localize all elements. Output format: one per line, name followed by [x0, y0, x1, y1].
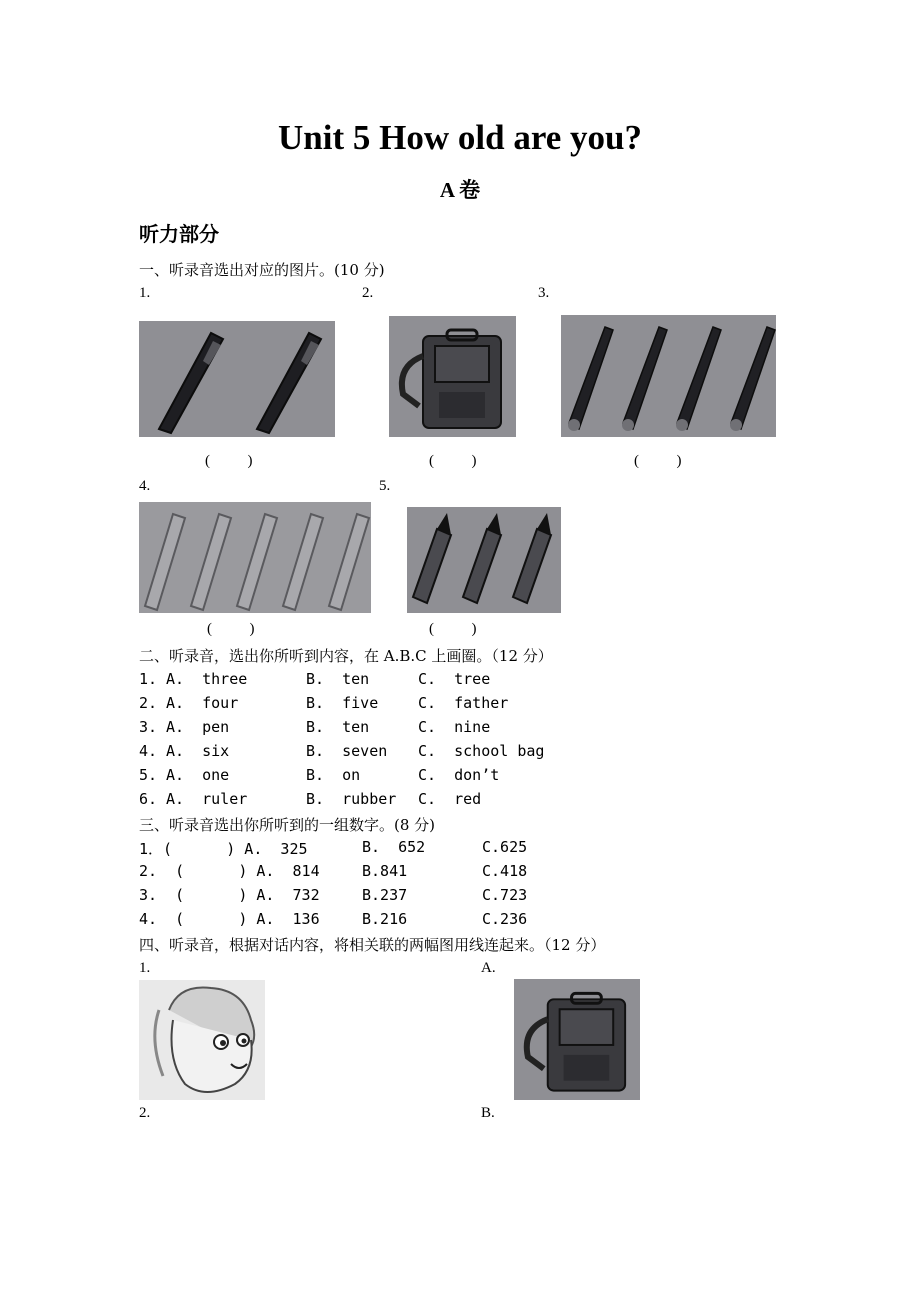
number-option-c[interactable]: C.723 — [482, 886, 528, 904]
part1-heading: 一、听录音选出对应的图片。(10 分) — [139, 261, 385, 279]
crayon-icon — [407, 507, 561, 613]
question-number: 5. — [139, 766, 158, 784]
pen-icon — [139, 321, 335, 437]
school-bag-icon — [514, 979, 640, 1100]
part1-label-1: 1. — [139, 285, 151, 301]
part1-label-2: 2. — [362, 285, 374, 301]
part4-right-label-a: A. — [481, 960, 496, 976]
part4-left-label-1: 1. — [139, 960, 151, 976]
question-number: 6. — [139, 790, 158, 808]
part1-label-3: 3. — [538, 285, 550, 301]
question-number: 4. — [139, 742, 158, 760]
choice-option-b[interactable]: B. five — [306, 694, 379, 712]
number-option-b[interactable]: B.216 — [362, 910, 408, 928]
question-number: 1. — [139, 670, 158, 688]
question-number: 2. — [139, 694, 158, 712]
answer-bracket[interactable]: ( ) — [634, 453, 682, 469]
choice-option-a[interactable]: A. ruler — [166, 790, 248, 808]
section-heading: 听力部分 — [139, 222, 219, 246]
choice-option-c[interactable]: C. nine — [418, 718, 491, 736]
answer-bracket[interactable]: ( ) — [205, 453, 253, 469]
choice-option-c[interactable]: C. don’t — [418, 766, 500, 784]
number-option-b[interactable]: B.237 — [362, 886, 408, 904]
choice-option-b[interactable]: B. rubber — [306, 790, 397, 808]
part4-left-label-2: 2. — [139, 1105, 151, 1121]
part1-label-4: 4. — [139, 478, 151, 494]
pencil-icon — [561, 315, 776, 437]
choice-option-a[interactable]: A. three — [166, 670, 248, 688]
number-question-row[interactable]: 2. ( ) A. 814 — [139, 862, 320, 880]
choice-option-a[interactable]: A. pen — [166, 718, 230, 736]
number-option-b[interactable]: B. 652 — [362, 838, 426, 856]
number-option-c[interactable]: C.236 — [482, 910, 528, 928]
number-option-b[interactable]: B.841 — [362, 862, 408, 880]
boy-face-icon — [139, 980, 265, 1100]
school-bag-icon — [389, 316, 516, 437]
number-question-row[interactable]: 1．( ) A. 325 — [139, 840, 308, 858]
part2-heading: 二、听录音，选出你所听到内容，在 A.B.C 上画圈。（12 分） — [139, 647, 553, 665]
number-option-c[interactable]: C.625 — [482, 838, 528, 856]
ruler-icon — [139, 502, 371, 613]
choice-option-b[interactable]: B. seven — [306, 742, 388, 760]
number-question-row[interactable]: 3. ( ) A. 732 — [139, 886, 320, 904]
part4-right-label-b: B. — [481, 1105, 495, 1121]
question-number: 3. — [139, 718, 158, 736]
number-option-c[interactable]: C.418 — [482, 862, 528, 880]
answer-bracket[interactable]: ( ) — [429, 621, 477, 637]
choice-option-c[interactable]: C. father — [418, 694, 509, 712]
choice-option-b[interactable]: B. ten — [306, 718, 370, 736]
page-subtitle: A 卷 — [439, 178, 481, 202]
choice-option-b[interactable]: B. ten — [306, 670, 370, 688]
choice-option-c[interactable]: C. school bag — [418, 742, 545, 760]
part3-heading: 三、听录音选出你所听到的一组数字。(8 分) — [139, 816, 436, 834]
answer-bracket[interactable]: ( ) — [429, 453, 477, 469]
choice-option-a[interactable]: A. six — [166, 742, 230, 760]
choice-option-c[interactable]: C. red — [418, 790, 482, 808]
choice-option-c[interactable]: C. tree — [418, 670, 491, 688]
part1-label-5: 5. — [379, 478, 391, 494]
number-question-row[interactable]: 4. ( ) A. 136 — [139, 910, 320, 928]
choice-option-a[interactable]: A. one — [166, 766, 230, 784]
choice-option-a[interactable]: A. four — [166, 694, 239, 712]
choice-option-b[interactable]: B. on — [306, 766, 361, 784]
page-title: Unit 5 How old are you? — [278, 118, 642, 157]
part4-heading: 四、听录音，根据对话内容，将相关联的两幅图用线连起来。（12 分） — [139, 936, 606, 954]
answer-bracket[interactable]: ( ) — [207, 621, 255, 637]
